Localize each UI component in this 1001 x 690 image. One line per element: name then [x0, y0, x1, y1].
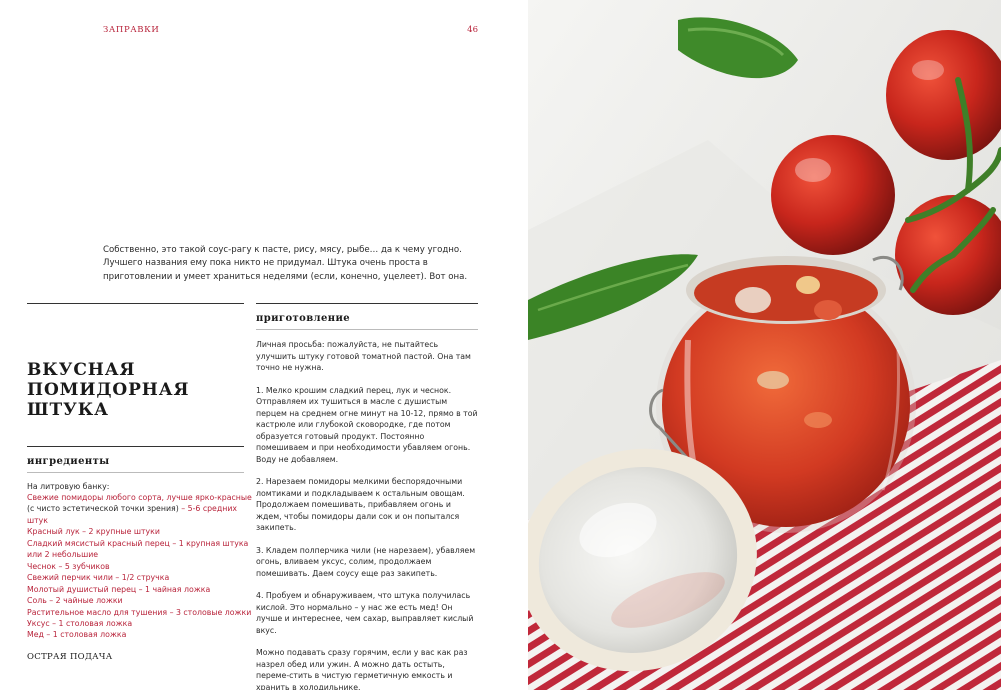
recipe-title: ВКУСНАЯ ПОМИДОРНАЯ ШТУКА: [27, 360, 190, 420]
preparation-step: 2. Нарезаем помидоры мелкими беспорядочными ломтиками и подкладываем к остальным овощам. Продолжаем помешивать, прибавляем огонь и ждем, чтобы помидоры дали сок и он попытался закипеть.: [256, 477, 465, 532]
ingredient-item: Уксус – 1 столовая ложка: [27, 618, 133, 628]
ingredient-item: Свежий перчик чили – 1/2 стручка: [27, 573, 170, 583]
intro-paragraph: Собственно, это такой соус-рагу к пасте, рису, мясу, рыбе… да к чему угодно. Лучшего названия ему пока никто не придумал. Штука очень проста в приготовлении и умеет храниться неделями (если, конечно, уцелеет). Вот она.: [103, 245, 468, 282]
ingredient-item: (с чисто эстетической точки зрения) – 5-6 средних штук: [27, 504, 238, 525]
ingredient-item: Мед – 1 столовая ложка: [27, 630, 127, 640]
page-number: 46: [467, 25, 478, 35]
ingredients-list: [27, 492, 252, 641]
prep-top-rule: [256, 303, 478, 304]
ingredient-item: или 2 небольшие: [27, 550, 99, 560]
footer-label: ОСТРАЯ ПОДАЧА: [27, 652, 113, 662]
preparation-step: 3. Кладем полперчика чили (не нарезаем), убавляем огонь, вливаем уксус, солим, продолжаем помешивать. Даем соусу еще раз закипеть.: [256, 545, 476, 578]
ingredient-item: Растительное масло для тушения – 3 столовые ложки: [27, 607, 252, 617]
ingredient-item: Красный лук – 2 крупные штуки: [27, 527, 160, 537]
preparation-steps: [256, 339, 478, 690]
tomato-jar-photo: [528, 0, 1001, 690]
ingredient-note: (с чисто эстетической точки зрения): [27, 504, 179, 514]
preparation-step: 1. Мелко крошим сладкий перец, лук и чеснок. Отправляем их тушиться в масле с душистым перцем на среднем огне минут на 10-12, прямо в той кастрюле или глубокой сковородке, где потом образуется готовый продукт. Постоянно помешиваем и при необходимости убавляем огонь. Воду не добавляем.: [256, 385, 478, 464]
title-top-rule: [27, 303, 244, 304]
ingredient-item: Сладкий мясистый красный перец – 1 крупная штука: [27, 538, 249, 548]
preparation-heading: приготовление: [256, 313, 351, 324]
preparation-note: Личная просьба: пожалуйста, не пытайтесь улучшить штуку готовой томатной пастой. Она там точно не нужна.: [256, 340, 471, 372]
ingredient-item: Соль – 2 чайные ложки: [27, 596, 123, 606]
ingredients-bottom-rule: [27, 472, 244, 473]
right-page-photo: [528, 0, 1001, 690]
preparation-step: 4. Пробуем и обнаруживаем, что штука получилась кислой. Это нормально – у нас же есть мед! Он лучше и интереснее, чем сахар, выправляет кислый вкус.: [256, 591, 474, 635]
section-label: ЗАПРАВКИ: [103, 25, 160, 35]
ingredient-item: Чеснок – 5 зубчиков: [27, 561, 110, 571]
ingredient-item: Молотый душистый перец – 1 чайная ложка: [27, 584, 211, 594]
ingredients-intro: На литровую банку:: [27, 482, 110, 491]
ingredients-top-rule: [27, 446, 244, 447]
ingredients-heading: ингредиенты: [27, 456, 110, 467]
ingredient-item: Свежие помидоры любого сорта, лучше ярко-красные: [27, 493, 252, 502]
serving-note: Можно подавать сразу горячим, если у вас как раз назрел обед или ужин. А можно дать остыть, переме-стить в чистую герметичную емкость и хранить в холодильнике.: [256, 648, 468, 690]
prep-bottom-rule: [256, 329, 478, 330]
